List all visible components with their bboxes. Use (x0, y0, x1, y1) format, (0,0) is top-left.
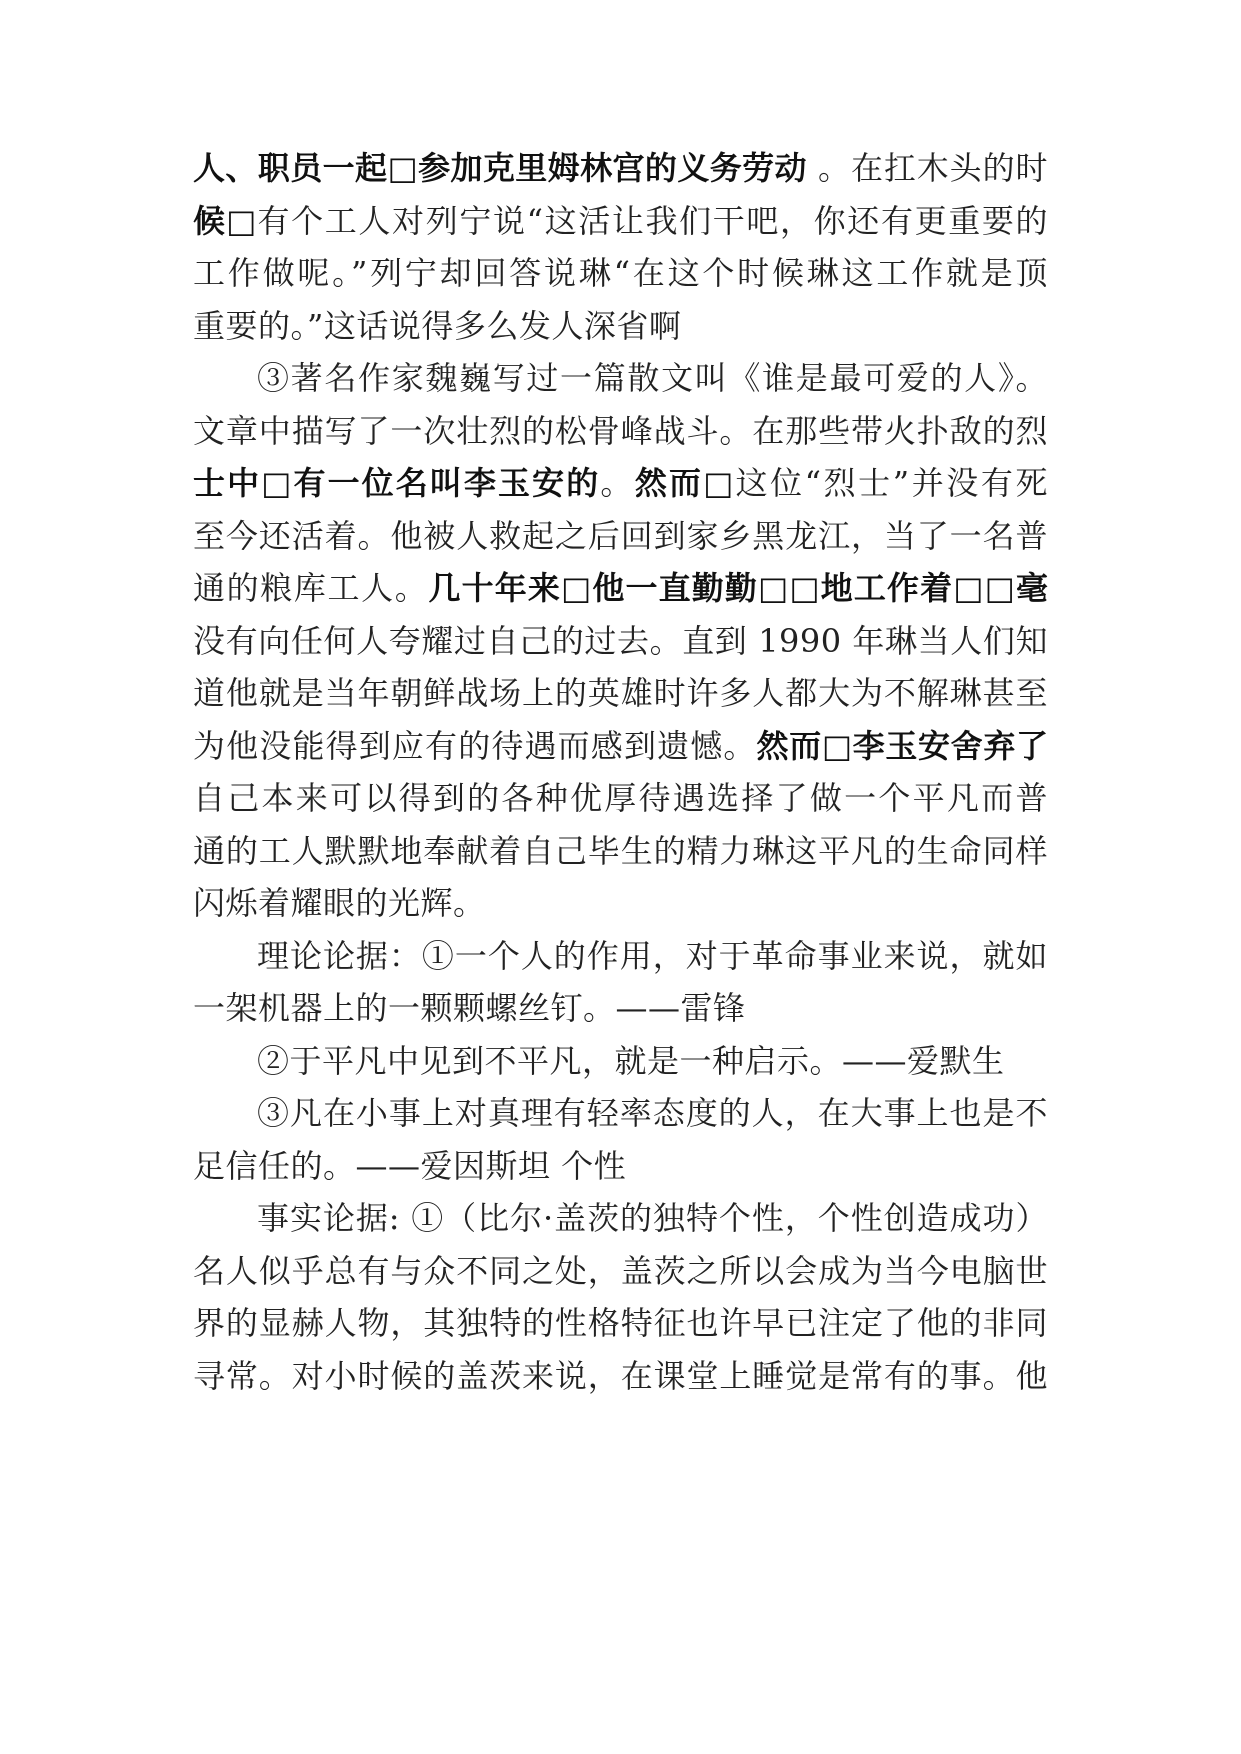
text-segment: ③凡在小事上对真理有轻率态度的人，在大事上也是不 (257, 1094, 1048, 1132)
text-line (193, 148, 1048, 188)
text-line (257, 1093, 1048, 1133)
text-segment: 自己本来可以得到的各种优厚待遇选择了做一个平凡而普 (193, 779, 1048, 817)
text-segment: 事实论据: ①（比尔·盖茨的独特个性，个性创造成功） (257, 1199, 1048, 1237)
text-segment: ②于平凡中见到不平凡，就是一种启示。——爱默生 (257, 1042, 1005, 1080)
text-line (193, 1303, 1048, 1343)
text-line (257, 1198, 1048, 1238)
text-segment: 。 (600, 464, 635, 502)
text-line (193, 1146, 1048, 1186)
text-line (193, 883, 1048, 923)
text-line (193, 306, 1048, 346)
text-segment: 文章中描写了一次壮烈的松骨峰战斗。在那些带火扑敌的烈 (193, 412, 1048, 450)
text-line (193, 726, 1048, 766)
text-segment: 一架机器上的一颗颗螺丝钉。——雷锋 (193, 989, 746, 1027)
text-segment: 名人似乎总有与众不同之处，盖茨之所以会成为当今电脑世 (193, 1252, 1048, 1290)
text-segment: 通的粮库工人。 (193, 569, 429, 607)
text-segment: 足信任的。——爱因斯坦 个性 (193, 1147, 627, 1185)
text-line (193, 673, 1048, 713)
text-segment: 有个工人对列宁说“这活让我们干吧，你还有更重要的 (257, 202, 1048, 240)
text-segment: 道他就是当年朝鲜战场上的英雄时许多人都大为不解琳甚至 (193, 674, 1048, 712)
bold-text-segment: 候□ (193, 202, 258, 240)
bold-text-segment: 然而□ (634, 464, 736, 502)
text-line (193, 516, 1048, 556)
text-line (257, 1041, 1048, 1081)
text-line (193, 988, 1048, 1028)
text-line (193, 253, 1048, 293)
text-line (193, 621, 1048, 661)
text-segment: ③著名作家魏巍写过一篇散文叫《谁是最可爱的人》。 (257, 359, 1048, 397)
text-line (193, 463, 1048, 503)
bold-text-segment: 人、职员一起□参加克里姆林宫的义务劳动 (193, 149, 807, 187)
text-line (193, 1356, 1048, 1396)
text-segment: 理论论据：①一个人的作用，对于革命事业来说，就如 (257, 937, 1048, 975)
text-segment: 工作做呢。”列宁却回答说琳“在这个时候琳这工作就是顶 (193, 254, 1048, 292)
text-line (193, 778, 1048, 818)
bold-text-segment: 几十年来□他一直勤勤□□地工作着□□毫 (428, 569, 1048, 607)
text-segment: 寻常。对小时候的盖茨来说，在课堂上睡觉是常有的事。他 (193, 1357, 1048, 1395)
text-line (193, 831, 1048, 871)
text-segment: 通的工人默默地奉献着自己毕生的精力琳这平凡的生命同样 (193, 832, 1048, 870)
bold-text-segment: 然而□李玉安舍弃了 (756, 727, 1048, 765)
text-line (193, 201, 1048, 241)
text-segment: 。在扛木头的时 (806, 149, 1048, 187)
text-segment: 这位“烈士”并没有死 (735, 464, 1048, 502)
text-line (193, 1251, 1048, 1291)
text-segment: 闪烁着耀眼的光辉。 (193, 884, 486, 922)
text-line (257, 936, 1048, 976)
text-segment: 界的显赫人物，其独特的性格特征也许早已注定了他的非同 (193, 1304, 1048, 1342)
text-line (193, 568, 1048, 608)
text-segment: 至今还活着。他被人救起之后回到家乡黑龙江，当了一名普 (193, 517, 1048, 555)
text-segment: 重要的。”这话说得多么发人深省啊 (193, 307, 682, 345)
bold-text-segment: 士中□有一位名叫李玉安的 (193, 464, 601, 502)
text-segment: 为他没能得到应有的待遇而感到遗憾。 (193, 727, 757, 765)
text-segment: 没有向任何人夸耀过自己的过去。直到 1990 年琳当人们知 (193, 622, 1048, 660)
text-line (257, 358, 1048, 398)
text-line (193, 411, 1048, 451)
